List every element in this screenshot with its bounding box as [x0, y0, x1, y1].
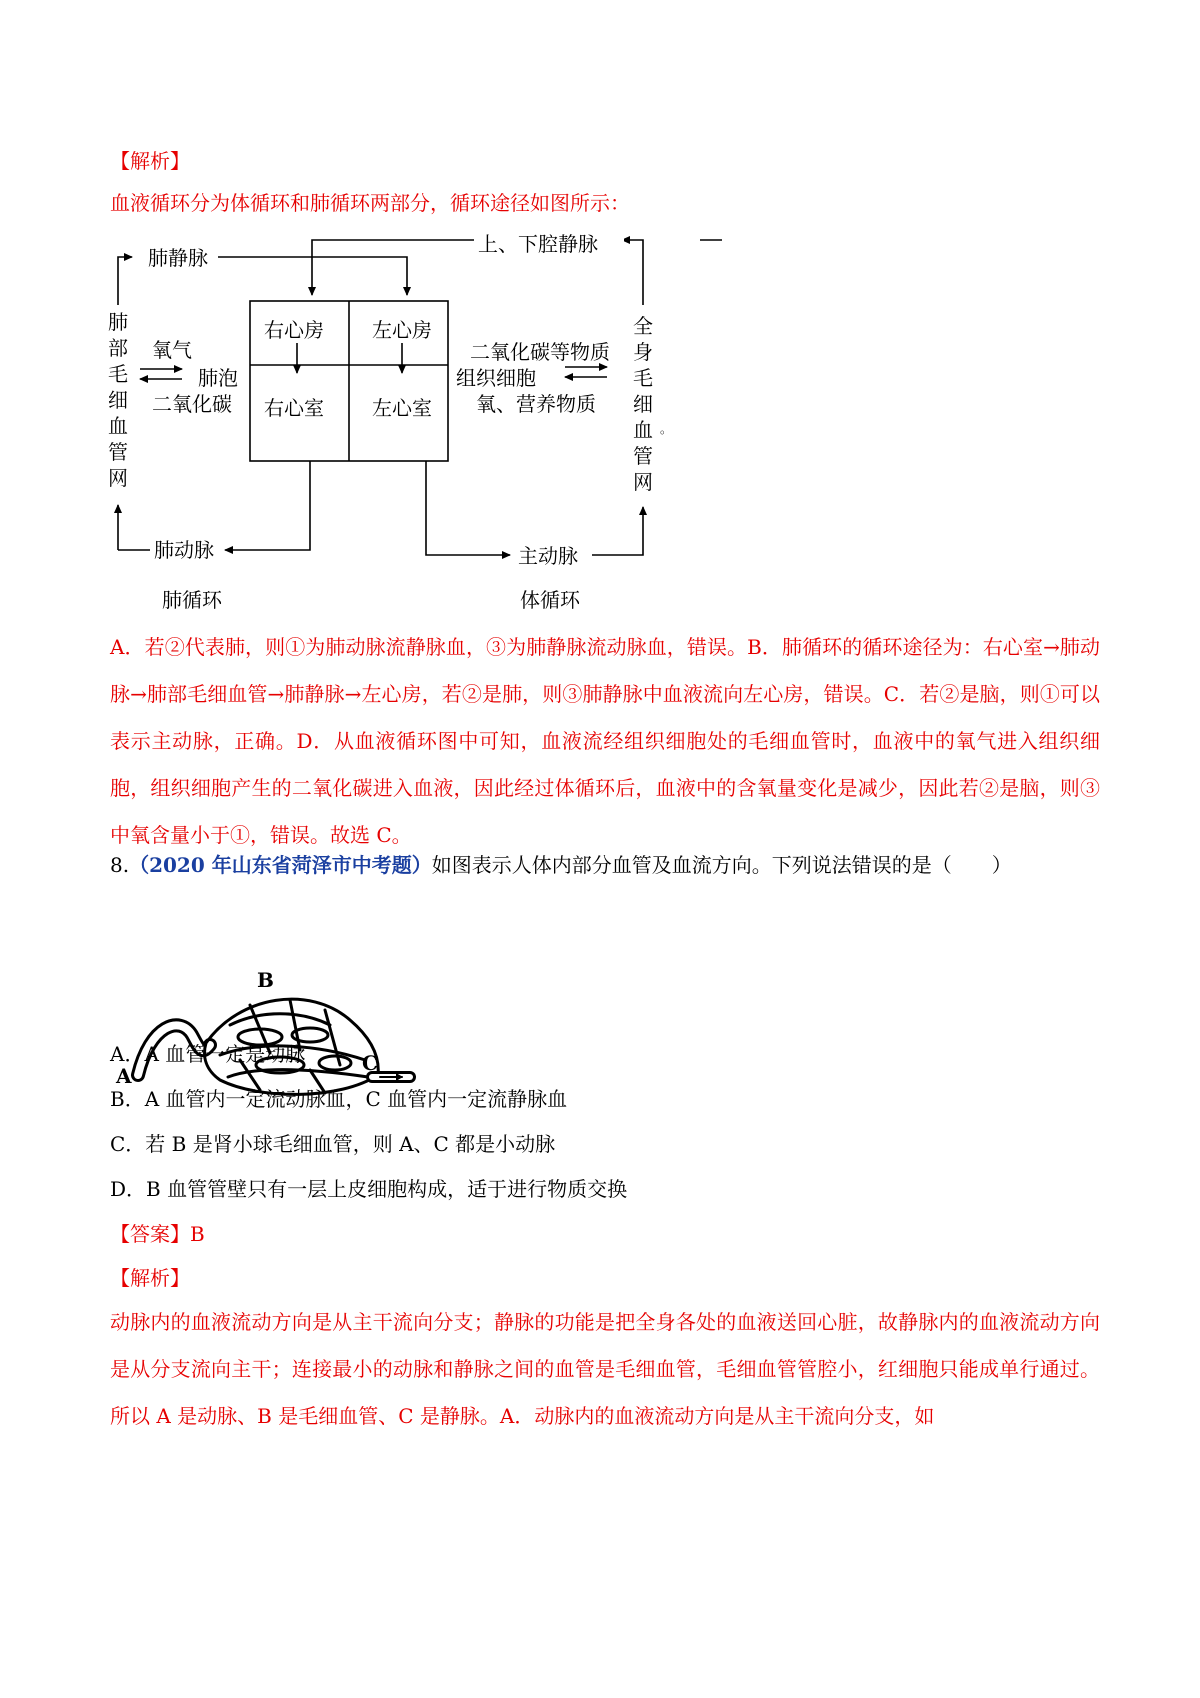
svg-text:血: 血: [633, 418, 653, 442]
option-d: D．B 血管管壁只有一层上皮细胞构成，适于进行物质交换: [110, 1177, 628, 1201]
stray-mark: 。: [660, 422, 673, 436]
analysis-label-1: 【解析】: [110, 149, 190, 173]
label-systemic-circulation: 体循环: [520, 588, 580, 612]
label-co2: 二氧化碳: [152, 392, 232, 416]
answer-line: [110, 1211, 1100, 1258]
label-c: C: [362, 1051, 378, 1075]
label-right-ventricle: 右心室: [264, 396, 324, 420]
option-a: A．A 血管一定是动脉: [110, 1042, 306, 1066]
label-vena-cava: 上、下腔静脉: [478, 232, 598, 256]
question-number: 8.: [110, 853, 130, 877]
label-tissue-cells: 组织细胞: [456, 366, 536, 390]
label-pulmonary-artery: 肺动脉: [154, 538, 214, 562]
label-alveoli: 肺泡: [198, 366, 238, 390]
svg-text:网: 网: [633, 470, 653, 494]
answer-label: 【答案】: [110, 1222, 190, 1246]
label-left-ventricle: 左心室: [372, 396, 432, 420]
label-co2-etc: 二氧化碳等物质: [470, 340, 610, 364]
option-c: C．若 B 是肾小球毛细血管，则 A、C 都是小动脉: [110, 1132, 556, 1156]
svg-text:细: 细: [633, 392, 653, 416]
label-right-atrium: 右心房: [264, 318, 324, 342]
label-pulmonary-circulation: 肺循环: [162, 588, 222, 612]
analysis-body-1: A．若②代表肺，则①为肺动脉流静脉血，③为肺静脉流动脉血，错误。B．肺循环的循环途径为：右心室→肺动脉→肺部毛细血管→肺静脉→左心房，若②是肺，则③肺静脉中血液流向左心房，错误。C．若②是脑，则①可以表示主动脉，正确。D．从血液循环图中可知，血液流经组织细胞处的毛细血管时，血液中的氧气进入组织细胞，组织细胞产生的二氧化碳进入血液，因此经过体循环后，血液中的含氧量变化是减少，因此若②是脑，则③中氧含量小于①，错误。故选 C。: [110, 635, 1100, 847]
svg-text:部: 部: [108, 336, 128, 360]
svg-text:毛: 毛: [108, 362, 128, 386]
option-b: B．A 血管内一定流动脉血，C 血管内一定流静脉血: [110, 1087, 568, 1111]
analysis-label-2: 【解析】: [110, 1266, 190, 1290]
svg-text:全: 全: [633, 314, 653, 338]
label-a: A: [116, 1064, 132, 1088]
label-lung-capillary: [106, 305, 132, 495]
question-source: （2020 年山东省菏泽市中考题）: [129, 853, 432, 877]
svg-text:肺: 肺: [108, 310, 128, 334]
blood-circulation-diagram: [108, 232, 1100, 685]
analysis-intro: 血液循环分为体循环和肺循环两部分，循环途径如图所示：: [110, 191, 630, 215]
label-pulmonary-vein: 肺静脉: [148, 246, 208, 270]
svg-text:管: 管: [108, 440, 128, 464]
label-body-capillary: [630, 305, 656, 495]
svg-text:管: 管: [633, 444, 653, 468]
label-b: B: [257, 968, 274, 992]
analysis-body-2: 动脉内的血液流动方向是从主干流向分支；静脉的功能是把全身各处的血液送回心脏，故静脉内的血液流动方向是从分支流向主干；连接最小的动脉和静脉之间的血管是毛细血管，毛细血管管腔小，红细胞只能成单行通过。所以 A 是动脉、B 是毛细血管、C 是静脉。A．动脉内的血液流动方向是从主干流向分支，如: [110, 1310, 1100, 1428]
label-o2-nutrients: 氧、营养物质: [476, 392, 596, 416]
question-text: 如图表示人体内部分血管及血流方向。下列说法错误的是（ ）: [431, 853, 1012, 877]
svg-text:身: 身: [633, 340, 653, 364]
label-aorta: 主动脉: [518, 544, 578, 568]
question-8-stem: [110, 842, 1100, 889]
label-left-atrium: 左心房: [372, 318, 432, 342]
answer-value: B: [190, 1222, 205, 1246]
label-oxygen: 氧气: [152, 338, 192, 362]
svg-text:细: 细: [108, 388, 128, 412]
svg-text:毛: 毛: [633, 366, 653, 390]
svg-text:血: 血: [108, 414, 128, 438]
svg-text:网: 网: [108, 466, 128, 490]
